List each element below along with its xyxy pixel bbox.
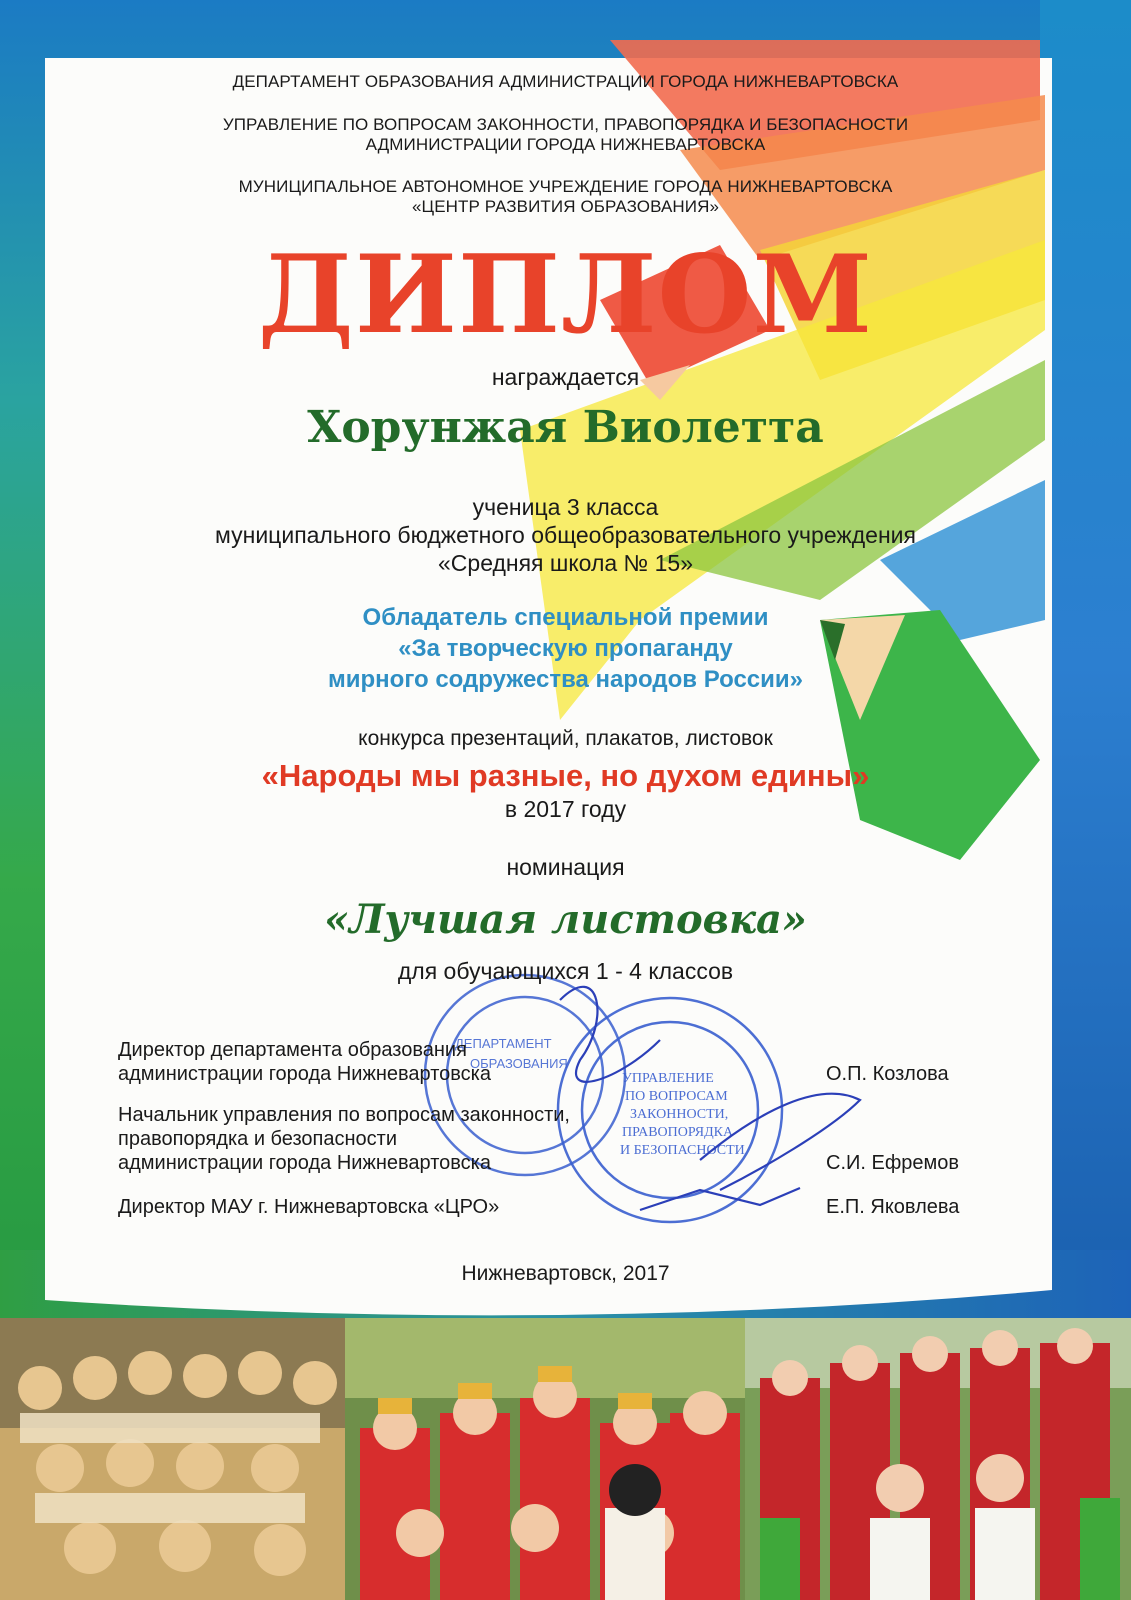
header-center-line1: МУНИЦИПАЛЬНОЕ АВТОНОМНОЕ УЧРЕЖДЕНИЕ ГОРОДА НИЖНЕВАРТОВСКА bbox=[238, 177, 893, 196]
signatory-2-title-line1: Начальник управления по вопросам законности, bbox=[118, 1104, 570, 1126]
svg-text:ПО ВОПРОСАМ: ПО ВОПРОСАМ bbox=[625, 1089, 728, 1104]
photo-right bbox=[745, 1318, 1131, 1600]
signatory-3-title bbox=[118, 1195, 499, 1219]
header-administration-line2: АДМИНИСТРАЦИИ ГОРОДА НИЖНЕВАРТОВСКА bbox=[365, 135, 766, 154]
contest-type: конкурса презентаций, плакатов, листовок bbox=[358, 727, 773, 750]
signatory-3-title-line1: Директор МАУ г. Нижневартовска «ЦРО» bbox=[118, 1196, 500, 1218]
photo-left bbox=[0, 1318, 345, 1600]
recipient-grade: ученица 3 класса bbox=[472, 494, 659, 520]
svg-text:И БЕЗОПАСНОСТИ: И БЕЗОПАСНОСТИ bbox=[620, 1143, 745, 1158]
signatory-2-name: С.И. Ефремов bbox=[826, 1152, 960, 1174]
photo-strip bbox=[0, 1318, 1131, 1600]
header-center-line2: «ЦЕНТР РАЗВИТИЯ ОБРАЗОВАНИЯ» bbox=[411, 197, 720, 216]
svg-text:ЗАКОННОСТИ,: ЗАКОННОСТИ, bbox=[630, 1107, 729, 1122]
prize-line2: «За творческую пропаганду bbox=[398, 635, 733, 662]
signatory-1-title-line1: Директор департамента образования bbox=[118, 1039, 467, 1061]
svg-text:ДЕПАРТАМЕНТ: ДЕПАРТАМЕНТ bbox=[455, 1036, 552, 1051]
diploma-title: ДИПЛОМ bbox=[257, 232, 874, 358]
footer-city-year: Нижневартовск, 2017 bbox=[461, 1262, 670, 1285]
signatory-1-title-line2: администрации города Нижневартовска bbox=[118, 1063, 491, 1085]
school-line2: «Средняя школа № 15» bbox=[438, 550, 693, 576]
signatory-1-name: О.П. Козлова bbox=[826, 1063, 949, 1085]
recipient-name: Хорунжая Виолетта bbox=[307, 402, 824, 453]
svg-text:УПРАВЛЕНИЕ: УПРАВЛЕНИЕ bbox=[622, 1071, 714, 1086]
header-department: ДЕПАРТАМЕНТ ОБРАЗОВАНИЯ АДМИНИСТРАЦИИ ГОРОДА НИЖНЕВАРТОВСКА bbox=[232, 72, 899, 91]
signatory-1-title bbox=[118, 1038, 491, 1086]
signatory-2-title-line3: администрации города Нижневартовска bbox=[118, 1152, 491, 1174]
contest-year: в 2017 году bbox=[504, 796, 627, 822]
svg-text:ОБРАЗОВАНИЯ: ОБРАЗОВАНИЯ bbox=[470, 1056, 568, 1071]
signatory-2-title-line2: правопорядка и безопасности bbox=[118, 1128, 397, 1150]
header-administration-line1: УПРАВЛЕНИЕ ПО ВОПРОСАМ ЗАКОННОСТИ, ПРАВОПОРЯДКА И БЕЗОПАСНОСТИ bbox=[222, 115, 909, 134]
nomination-name: «Лучшая листовка» bbox=[324, 896, 807, 943]
prize-line3: мирного содружества народов России» bbox=[328, 666, 803, 693]
photo-center bbox=[345, 1318, 745, 1600]
nomination-label: номинация bbox=[506, 854, 625, 880]
contest-name: «Народы мы разные, но духом едины» bbox=[261, 758, 870, 793]
awarded-label: награждается bbox=[491, 364, 640, 390]
signatory-2-title bbox=[118, 1103, 570, 1175]
svg-text:ПРАВОПОРЯДКА: ПРАВОПОРЯДКА bbox=[622, 1125, 734, 1140]
nomination-for: для обучающихся 1 - 4 классов bbox=[397, 958, 734, 984]
prize-line1: Обладатель специальной премии bbox=[362, 604, 769, 631]
signatory-3-name: Е.П. Яковлева bbox=[826, 1196, 960, 1218]
school-line1: муниципального бюджетного общеобразовательного учреждения bbox=[215, 522, 916, 548]
